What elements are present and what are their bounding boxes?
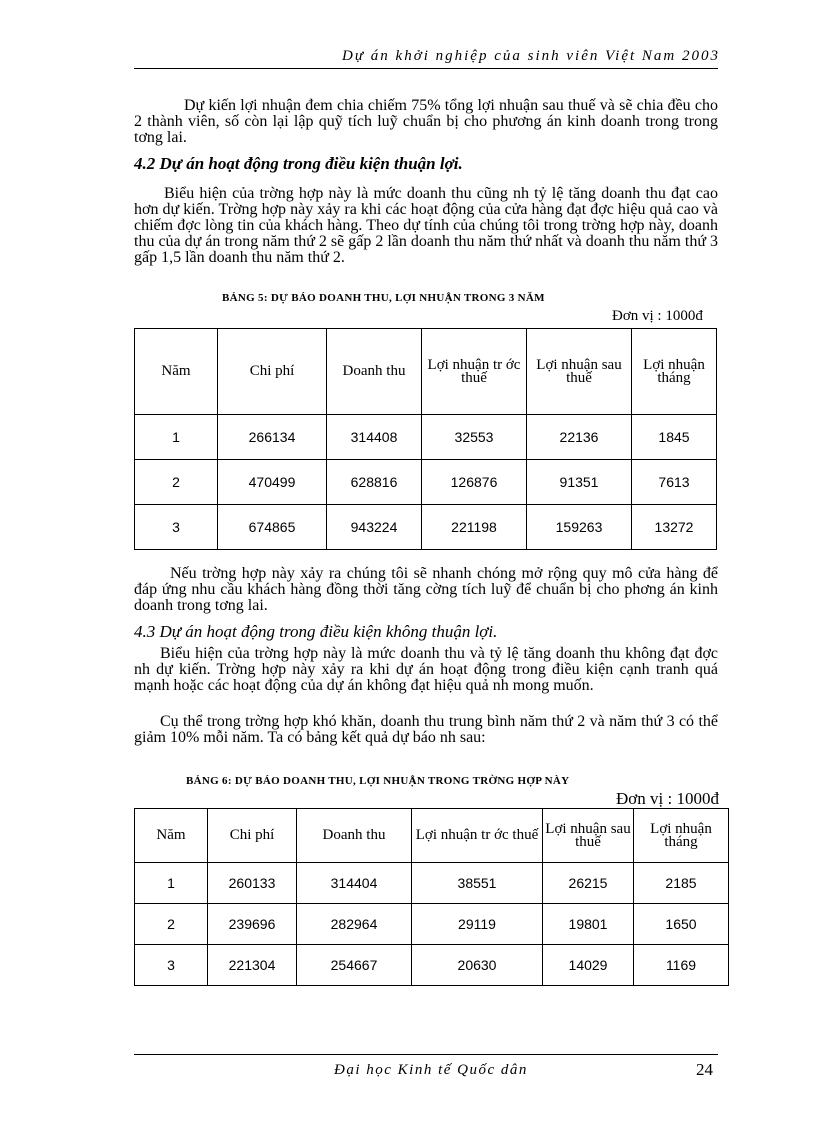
table6-cell: 260133 <box>208 863 297 904</box>
section-4-2-text: Biểu hiện của trờng hợp này là mức doanh thu cũng nh tỷ lệ tăng doanh thu đạt cao hơn dự kiến. Trờng hợp này xảy ra khi các hoạt động của cửa hàng đạt đợc hiệu quả cao và chiếm đợc lòng tin của khách hàng. Theo dự tính của chúng tôi trong trờng hợp này, doanh thu của dự án trong năm thứ 2 sẽ gấp 2 lần doanh thu năm thứ nhất và doanh thu năm thứ 3 gấp 1,5 lần doanh thu năm thứ 2. <box>134 185 718 266</box>
table5-cell: 1 <box>135 415 218 460</box>
table6-cell: 254667 <box>297 945 412 986</box>
table6-cell: 314404 <box>297 863 412 904</box>
table6-cell: 3 <box>135 945 208 986</box>
table5-cell: 3 <box>135 505 218 550</box>
table6-title: BẢNG 6: DỰ BÁO DOANH THU, LỢI NHUẬN TRONG TRỜNG HỢP NÀY <box>186 775 570 787</box>
after-table5-paragraph <box>134 566 718 614</box>
table6-cell: 26215 <box>543 863 634 904</box>
table6-cell: 239696 <box>208 904 297 945</box>
table5-cell: 7613 <box>632 460 717 505</box>
table5 <box>134 328 717 550</box>
table6-cell: 2185 <box>634 863 729 904</box>
table5-cell: 1845 <box>632 415 717 460</box>
after-table5-text: Nếu trờng hợp này xảy ra chúng tôi sẽ nhanh chóng mở rộng quy mô cửa hàng để đáp ứng nhu cầu khách hàng đồng thời tăng cờng tích luỹ để chuẩn bị cho phơng án kinh doanh trong tơng lai. <box>134 565 718 614</box>
table6-cell: 38551 <box>412 863 543 904</box>
header-title: Dự án khởi nghiệp của sinh viên Việt Nam 2003 <box>342 48 720 64</box>
table5-header-cell: Doanh thu <box>327 329 422 415</box>
table5-cell: 628816 <box>327 460 422 505</box>
footer-text: Đại học Kinh tế Quốc dân <box>334 1062 528 1078</box>
table5-cell: 13272 <box>632 505 717 550</box>
table6-cell: 1 <box>135 863 208 904</box>
table5-cell: 470499 <box>218 460 327 505</box>
table5-cell: 221198 <box>422 505 527 550</box>
table6-header-cell: Chi phí <box>208 809 297 863</box>
table5-cell: 22136 <box>527 415 632 460</box>
section-4-2-paragraph <box>134 186 718 266</box>
table-row <box>135 415 717 460</box>
table6-header-row <box>135 809 729 863</box>
table6-header-cell: Lợi nhuận tháng <box>634 809 729 863</box>
table6-cell: 221304 <box>208 945 297 986</box>
table6-cell: 14029 <box>543 945 634 986</box>
intro-paragraph <box>134 98 718 146</box>
table6-header-cell: Lợi nhuận tr ớc thuế <box>412 809 543 863</box>
table6-cell: 282964 <box>297 904 412 945</box>
header-divider <box>134 68 718 69</box>
table5-cell: 314408 <box>327 415 422 460</box>
table5-cell: 32553 <box>422 415 527 460</box>
table5-cell: 91351 <box>527 460 632 505</box>
table5-header-cell: Lợi nhuận sau thuế <box>527 329 632 415</box>
table5-unit: Đơn vị : 1000đ <box>612 308 703 324</box>
section-4-2-heading: 4.2 Dự án hoạt động trong điều kiện thuận lợi. <box>134 154 463 173</box>
table6-cell: 29119 <box>412 904 543 945</box>
table5-header-row <box>135 329 717 415</box>
table6-header-cell: Lợi nhuận sau thuế <box>543 809 634 863</box>
section-4-3-text-2: Cụ thể trong trờng hợp khó khăn, doanh thu trung bình năm thứ 2 và năm thứ 3 có thể giảm 10% mỗi năm. Ta có bảng kết quả dự báo nh sau: <box>134 713 718 746</box>
table6-cell: 20630 <box>412 945 543 986</box>
table5-title: BẢNG 5: DỰ BÁO DOANH THU, LỢI NHUẬN TRONG 3 NĂM <box>222 292 545 304</box>
table6-cell: 1650 <box>634 904 729 945</box>
table5-header-cell: Lợi nhuận tr ớc thuế <box>422 329 527 415</box>
section-4-3-paragraph-2 <box>134 714 718 746</box>
table6-cell: 1169 <box>634 945 729 986</box>
table5-cell: 674865 <box>218 505 327 550</box>
table5-header-cell: Lợi nhuận tháng <box>632 329 717 415</box>
table6 <box>134 808 729 986</box>
section-4-3-heading: 4.3 Dự án hoạt động trong điều kiện không thuận lợi. <box>134 622 498 641</box>
table5-cell: 2 <box>135 460 218 505</box>
table6-header-cell: Doanh thu <box>297 809 412 863</box>
table6-cell: 2 <box>135 904 208 945</box>
table5-cell: 159263 <box>527 505 632 550</box>
table6-cell: 19801 <box>543 904 634 945</box>
footer-divider <box>134 1054 718 1055</box>
table5-cell: 126876 <box>422 460 527 505</box>
table-row <box>135 945 729 986</box>
table-row <box>135 904 729 945</box>
table-row <box>135 863 729 904</box>
section-4-3-paragraph-1 <box>134 646 718 694</box>
table6-header-cell: Năm <box>135 809 208 863</box>
table-row <box>135 460 717 505</box>
table5-header-cell: Năm <box>135 329 218 415</box>
table5-cell: 266134 <box>218 415 327 460</box>
table6-unit: Đơn vị : 1000đ <box>616 789 719 808</box>
intro-text: Dự kiến lợi nhuận đem chia chiếm 75% tổng lợi nhuận sau thuế và sẽ chia đều cho 2 thành viên, số còn lại lập quỹ tích luỹ chuẩn bị cho phương án kinh doanh trong trong tơng lai. <box>134 97 718 146</box>
table5-cell: 943224 <box>327 505 422 550</box>
table-row <box>135 505 717 550</box>
section-4-3-text-1: Biểu hiện của trờng hợp này là mức doanh thu và tỷ lệ tăng doanh thu không đạt đợc nh dự kiến. Trờng hợp này xảy ra khi dự án hoạt động trong điều kiện cạnh tranh quá mạnh hoặc các hoạt động của dự án không đạt hiệu quả nh mong muốn. <box>134 645 718 694</box>
table5-header-cell: Chi phí <box>218 329 327 415</box>
page-number: 24 <box>696 1060 713 1079</box>
